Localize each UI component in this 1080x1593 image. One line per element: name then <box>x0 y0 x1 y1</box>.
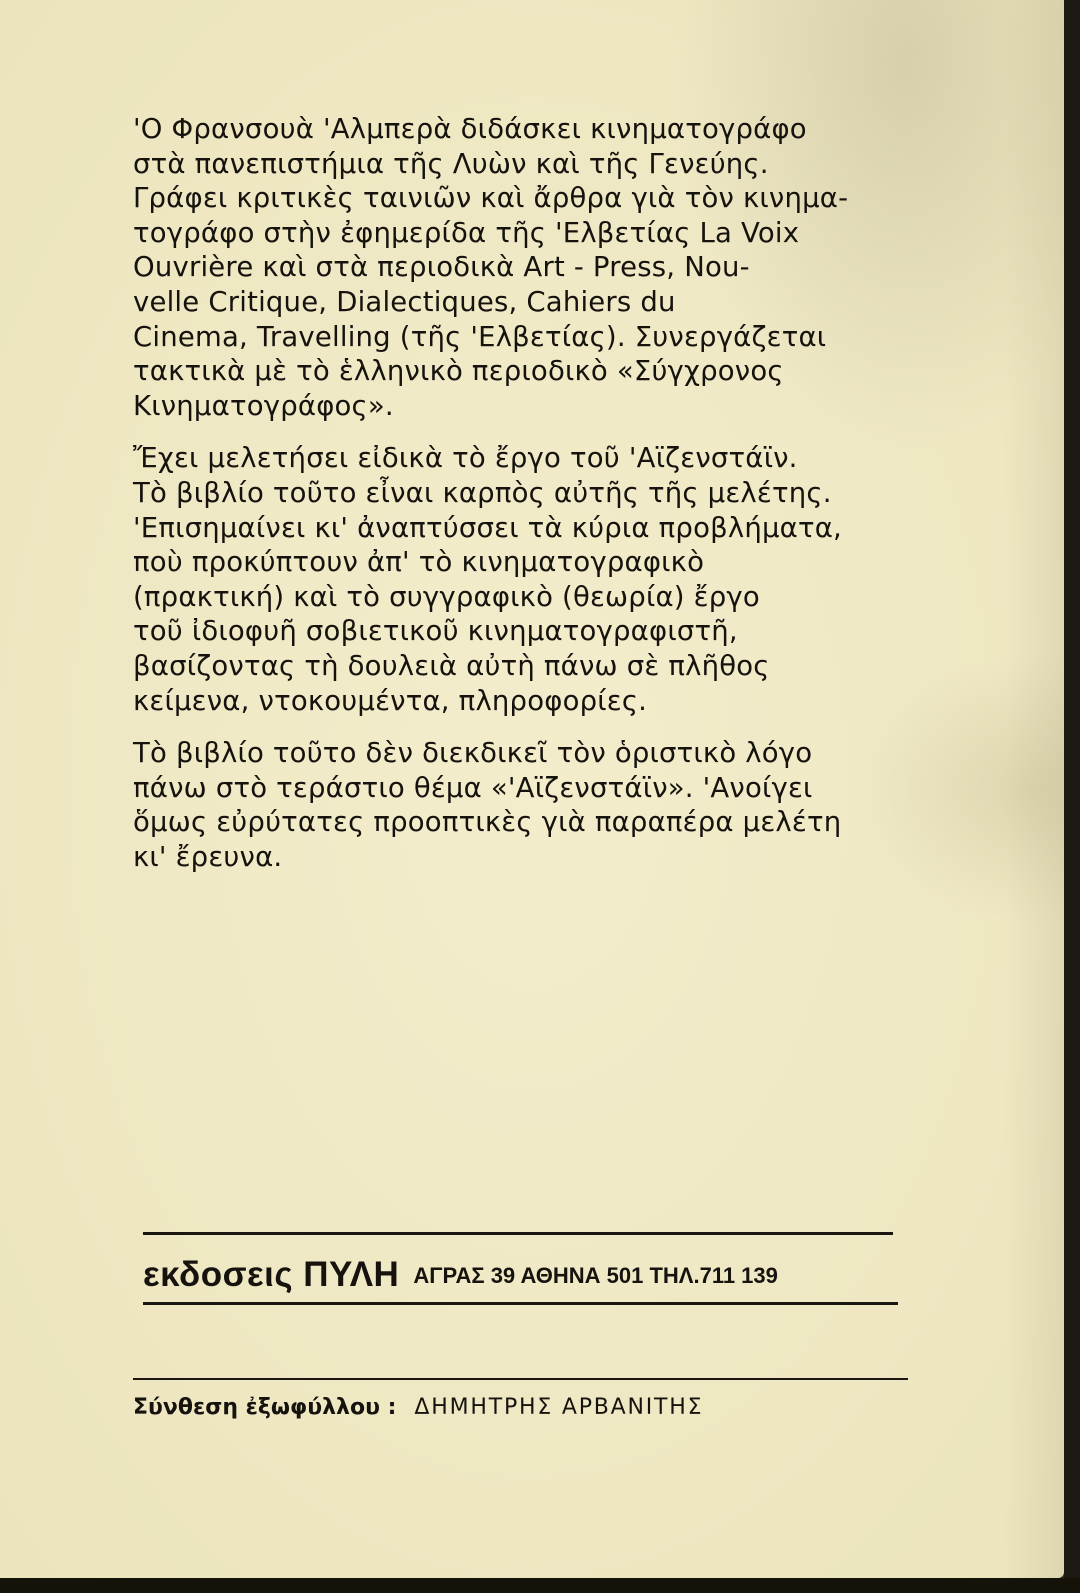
text-line: τογράφο στὴν ἐφημερίδα τῆς 'Ελβετίας La Voix <box>133 216 800 249</box>
blurb-paragraph-author <box>133 112 908 423</box>
text-line: ποὺ προκύπτουν ἀπ' τὸ κινηματογραφικὸ <box>133 546 705 579</box>
text-line: τακτικὰ μὲ τὸ ἑλληνικὸ περιοδικὸ «Σύγχρονος <box>133 355 784 388</box>
text-line: τοῦ ἰδιοφυῆ σοβιετικοῦ κινηματογραφιστῆ, <box>133 615 738 648</box>
text-line: κι' ἔρευνα. <box>133 840 283 873</box>
text-line: Κινηματογράφος». <box>133 389 394 422</box>
text-line: (πρακτική) καὶ τὸ συγγραφικὸ (θεωρία) ἔργο <box>133 580 760 613</box>
publisher-bottom-rule <box>143 1302 898 1305</box>
credit-top-rule <box>133 1378 908 1380</box>
text-line: κείμενα, ντοκουμέντα, πληροφορίες. <box>133 684 648 717</box>
publisher-address: ΑΓΡΑΣ 39 ΑΘΗΝΑ 501 ΤΗΛ.711 139 <box>413 1263 778 1288</box>
text-line: Cinema, Travelling (τῆς 'Ελβετίας). Συνεργάζεται <box>133 320 827 353</box>
author-blurb <box>133 112 908 892</box>
blurb-paragraph-study <box>133 441 908 718</box>
text-line: πάνω στὸ τεράστιο θέμα «'Αϊζενστάϊν». 'Ανοίγει <box>133 771 813 804</box>
credit-label: Σύνθεση ἐξωφύλλου : <box>133 1395 397 1420</box>
text-line: 'Επισημαίνει κι' ἀναπτύσσει τὰ κύρια προβλήματα, <box>133 511 842 544</box>
text-line: βασίζοντας τὴ δουλειὰ αὐτὴ πάνω σὲ πλῆθος <box>133 649 770 682</box>
publisher-name: εκδοσεις ΠΥΛΗ <box>143 1255 400 1294</box>
cover-design-credit <box>133 1395 703 1420</box>
blurb-paragraph-book <box>133 736 908 874</box>
text-line: ὅμως εὐρύτατες προοπτικὲς γιὰ παραπέρα μελέτη <box>133 806 842 839</box>
text-line: Γράφει κριτικὲς ταινιῶν καὶ ἄρθρα γιὰ τὸν κινημα- <box>133 182 849 215</box>
publisher-imprint <box>143 1255 778 1295</box>
scan-bottom-edge <box>0 1578 1080 1593</box>
text-line: Τὸ βιβλίο τοῦτο δὲν διεκδικεῖ τὸν ὁριστικὸ λόγο <box>133 737 813 770</box>
text-line: Τὸ βιβλίο τοῦτο εἶναι καρπὸς αὐτῆς τῆς μελέτης. <box>133 476 832 509</box>
text-line: Ouvrière καὶ στὰ περιοδικὰ Art - Press, Nou- <box>133 251 750 284</box>
credit-designer-name: ΔΗΜΗΤΡΗΣ ΑΡΒΑΝΙΤΗΣ <box>414 1395 704 1420</box>
text-line: στὰ πανεπιστήμια τῆς Λυὼν καὶ τῆς Γενεύης. <box>133 147 769 180</box>
publisher-top-rule <box>143 1232 893 1235</box>
text-line: velle Critique, Dialectiques, Cahiers du <box>133 285 676 318</box>
text-line: Ἔχει μελετήσει εἰδικὰ τὸ ἔργο τοῦ 'Αϊζενστάϊν. <box>133 442 798 475</box>
cover-edge-wear <box>1004 0 1064 1578</box>
text-line: 'Ο Φρανσουὰ 'Αλμπερὰ διδάσκει κινηματογράφο <box>133 113 807 145</box>
